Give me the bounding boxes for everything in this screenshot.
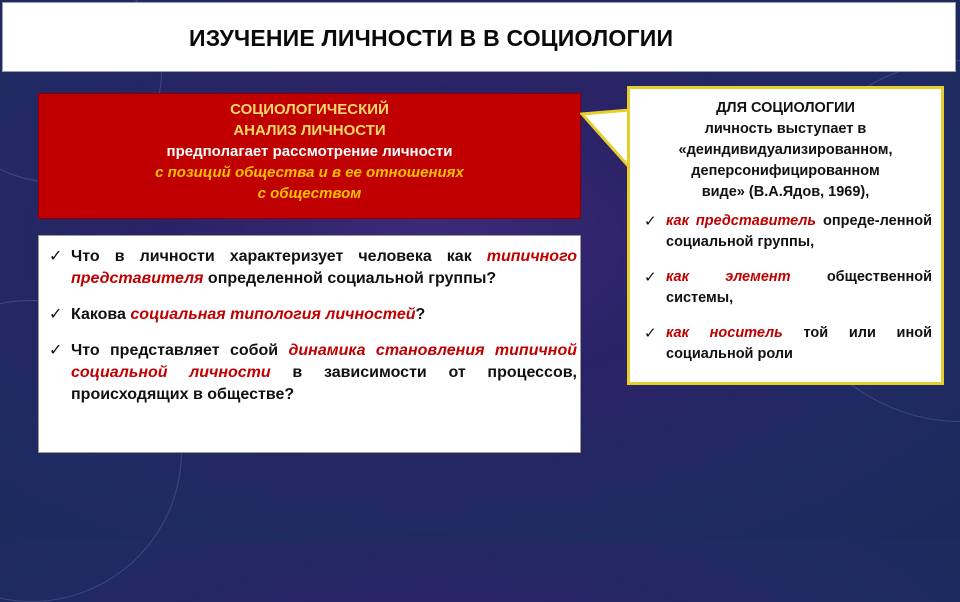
question-emphasis: типичного представителя	[71, 248, 577, 287]
list-item	[47, 246, 577, 290]
red-box-line: с позиций общества и в ее отношениях	[155, 164, 464, 181]
item-emphasis: как носитель	[666, 325, 783, 341]
item-emphasis: как представитель	[666, 213, 817, 229]
question-text: в зависимости от процессов, происходящих в обществе?	[71, 364, 577, 403]
callout-heading-block	[630, 98, 941, 203]
checkmark-icon: ✓	[644, 269, 657, 286]
callout-heading: ДЛЯ СОЦИОЛОГИИ	[716, 100, 855, 116]
question-text: Какова	[71, 306, 131, 323]
item-text: общественной системы,	[666, 269, 932, 306]
red-box-line: предполагает рассмотрение личности	[166, 143, 453, 160]
checkmark-icon: ✓	[49, 306, 63, 323]
question-emphasis: социальная типология личностей	[130, 306, 416, 323]
list-item	[640, 323, 932, 365]
question-text: Что в личности характеризует человека как	[71, 248, 487, 265]
callout-pointer	[580, 100, 632, 170]
questions-list	[47, 246, 577, 420]
red-box-line: АНАЛИЗ ЛИЧНОСТИ	[233, 122, 386, 139]
question-text: ?	[415, 306, 426, 323]
checkmark-icon: ✓	[49, 342, 63, 359]
list-item	[640, 267, 932, 309]
callout-line: личность выступает в	[704, 121, 867, 137]
checkmark-icon: ✓	[644, 325, 657, 342]
list-item	[47, 304, 577, 326]
item-text: опреде-ленной социальной группы,	[666, 213, 932, 250]
callout-list	[640, 211, 932, 379]
checkmark-icon: ✓	[644, 213, 657, 230]
callout-line: «деиндивидуализированном,	[678, 142, 893, 158]
sociology-callout	[627, 86, 944, 385]
red-box-line: с обществом	[257, 185, 362, 202]
page-title: ИЗУЧЕНИЕ ЛИЧНОСТИ В В СОЦИОЛОГИИ	[189, 25, 674, 51]
callout-line: виде» (В.А.Ядов, 1969),	[701, 184, 870, 200]
sociological-analysis-box	[38, 93, 581, 219]
question-text: Что представляет собой	[71, 342, 289, 359]
list-item	[47, 340, 577, 406]
question-emphasis: динамика становления типичной социальной личности	[71, 342, 578, 381]
questions-box	[38, 235, 581, 453]
callout-line: деперсонифицированном	[691, 163, 880, 179]
item-emphasis: как элемент	[666, 269, 791, 285]
question-text: определенной социальной группы?	[203, 270, 497, 287]
title-bar	[2, 2, 956, 72]
checkmark-icon: ✓	[49, 248, 63, 265]
item-text: той или иной социальной роли	[666, 325, 933, 362]
list-item	[640, 211, 932, 253]
red-box-line: СОЦИОЛОГИЧЕСКИЙ	[230, 101, 389, 118]
